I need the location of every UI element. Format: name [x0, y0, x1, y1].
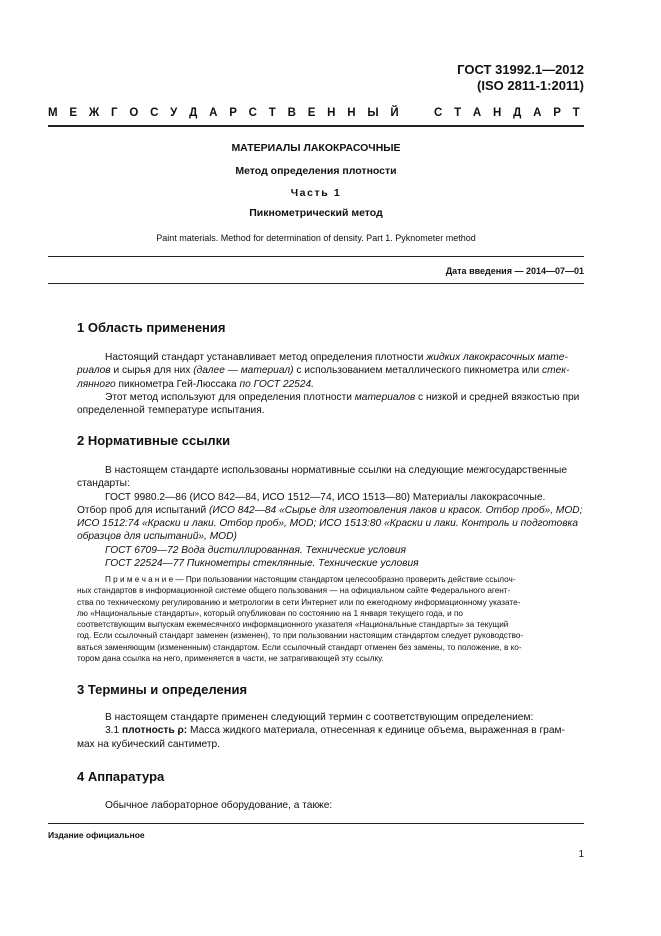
section-1-heading: 1 Область применения — [77, 320, 226, 335]
section-1-paragraph — [77, 351, 584, 417]
text: с использованием металлического пикнометра или — [293, 365, 542, 377]
banner-left: М Е Ж Г О С У Д А Р С Т В Е Н Н Ы Й — [48, 107, 403, 119]
text: риалов — [77, 365, 111, 377]
term-definition: Масса жидкого материала, отнесенная к единице объема, выраженная в грам- — [187, 725, 565, 737]
document-part: Часть 1 — [290, 187, 342, 199]
text: пикнометра Гей-Люссака — [115, 378, 240, 390]
reference-gost-6709: ГОСТ 6709—72 Вода дистиллированная. Технические условия — [105, 544, 406, 556]
introduction-date: Дата введения — 2014—07—01 — [445, 266, 584, 276]
text: — При пользовании настоящим стандартом целесообразно проверить действие ссылоч- — [173, 575, 516, 584]
term-density: плотность ρ: — [122, 725, 188, 737]
document-title: МАТЕРИАЛЫ ЛАКОКРАСОЧНЫЕ — [231, 142, 401, 154]
section-2-heading: 2 Нормативные ссылки — [77, 433, 231, 448]
banner-rule — [48, 125, 584, 127]
reference-gost-22524: ГОСТ 22524—77 Пикнометры стеклянные. Технические условия — [105, 558, 419, 570]
text: лянного — [77, 378, 116, 390]
standard-code — [457, 62, 584, 94]
interstate-standard-banner — [48, 107, 584, 119]
text: образцов для испытаний», MOD) — [77, 531, 237, 543]
reference-gost-9980: ГОСТ 9980.2—86 (ИСО 842—84, ИСО 1512—74, ИСО 1513—80) Материалы лакокрасочные. — [105, 491, 546, 503]
banner-right: С Т А Н Д А Р Т — [434, 107, 584, 119]
section-2-note — [77, 574, 584, 664]
text: (ИСО 842—84 «Сырье для изготовления лаков и красок. Отбор проб», MOD; — [209, 504, 583, 516]
text: (далее — материал) — [193, 365, 294, 377]
section-4-paragraph — [105, 799, 584, 812]
page-number: 1 — [578, 849, 584, 860]
section-4-heading: 4 Аппаратура — [77, 769, 165, 784]
text: стандарты: — [77, 478, 130, 490]
title-rule — [48, 256, 584, 257]
term-number: 3.1 — [105, 725, 122, 737]
section-3-paragraph — [77, 711, 584, 751]
text: с низкой и средней вязкостью при — [415, 391, 580, 403]
text: ства по техническому регулированию и метрологии в сети Интернет или по ежегодному информационному указате- — [77, 597, 521, 607]
text: В настоящем стандарте использованы нормативные ссылки на следующие межгосударственные — [105, 465, 568, 476]
note-label: П р и м е ч а н и е — [105, 575, 174, 584]
text: соответствующим выпускам ежемесячного информационного указателя «Национальные стандарты» за текущий — [77, 620, 509, 630]
text: Настоящий стандарт устанавливает метод определения плотности — [105, 352, 427, 363]
standard-code-iso: (ISO 2811-1:2011) — [477, 78, 584, 93]
official-edition-label: Издание официальное — [48, 830, 145, 840]
text: год. Если ссылочный стандарт заменен (изменен), то при пользовании настоящим стандартом следует руководство- — [77, 631, 524, 641]
text: по ГОСТ 22524. — [239, 378, 315, 390]
text: тором дана ссылка на него, применяется в части, не затрагивающей эту ссылку. — [77, 654, 384, 664]
date-rule — [48, 283, 584, 284]
text: мах на кубический сантиметр. — [77, 738, 220, 750]
text: ваться заменяющим (измененным) стандартом. Если ссылочный стандарт отменен без замены, то положение, в ко- — [77, 642, 522, 652]
text: и сырья для них — [110, 365, 194, 377]
text: Отбор проб для испытаний — [77, 504, 210, 516]
text: жидких лакокрасочных мате- — [426, 352, 568, 363]
text: ных стандартов в информационной системе общего пользования — на официальном сайте Федерального агент- — [77, 586, 511, 596]
document-part-title: Пикнометрический метод — [249, 207, 383, 219]
document-subtitle: Метод определения плотности — [235, 165, 397, 177]
text: В настоящем стандарте применен следующий термин с соответствующим определением: — [105, 712, 534, 723]
text: Обычное лабораторное оборудование, а также: — [105, 800, 333, 811]
english-title: Paint materials. Method for determination of density. Part 1. Pyknometer method — [156, 233, 476, 243]
section-3-heading: 3 Термины и определения — [77, 682, 248, 697]
standard-code-gost: ГОСТ 31992.1—2012 — [457, 62, 584, 77]
text: материалов — [354, 391, 416, 403]
text: лю «Национальные стандарты», который опубликован по состоянию на 1 января текущего года, и по — [77, 608, 463, 618]
footer-rule — [48, 823, 584, 824]
text: ИСО 1512:74 «Краски и лаки. Отбор проб», MOD; ИСО 1513:80 «Краски и лаки. Контроль и подготовка — [77, 518, 578, 530]
text: определенной температуре испытания. — [77, 405, 265, 417]
text: Этот метод используют для определения плотности — [105, 391, 355, 403]
text: стек- — [541, 365, 570, 377]
section-2-paragraph — [77, 464, 584, 570]
